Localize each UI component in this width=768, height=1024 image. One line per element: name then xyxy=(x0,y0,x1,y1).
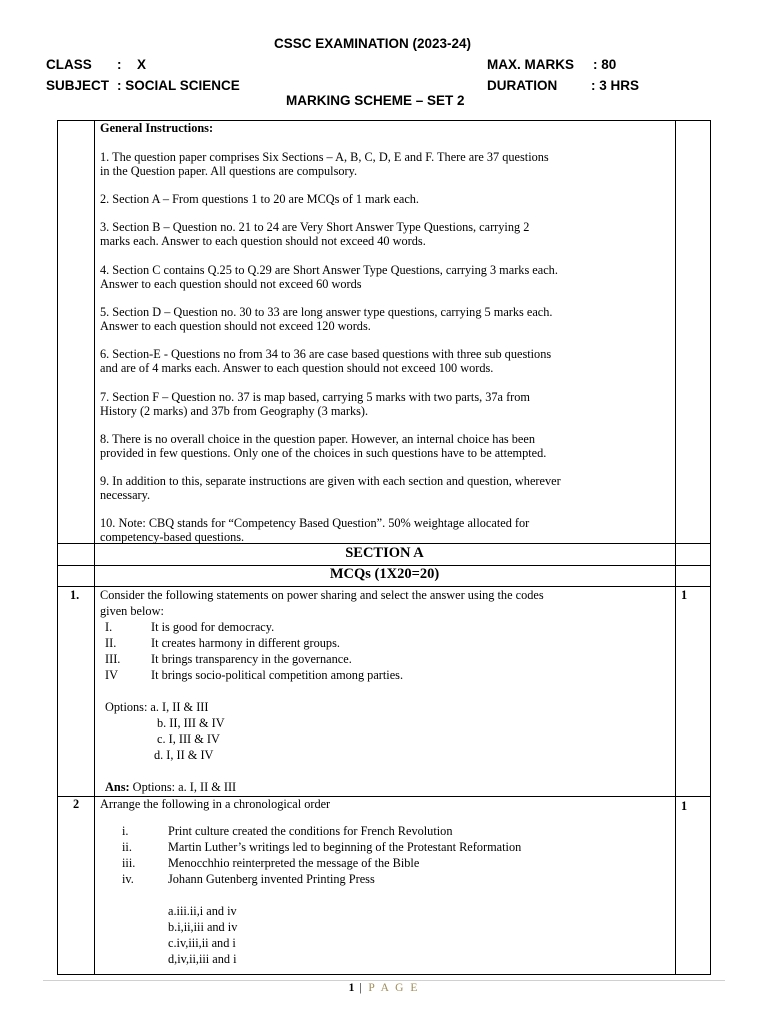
exam-title: CSSC EXAMINATION (2023-24) xyxy=(274,36,472,51)
table-rule xyxy=(675,120,676,975)
statement-text: It brings transparency in the governance. xyxy=(151,652,352,666)
statement-number: II. xyxy=(105,636,117,650)
page-number: 1 xyxy=(348,982,355,994)
option-item: c.iv,iii,ii and i xyxy=(168,936,236,950)
section-title: SECTION A xyxy=(345,545,424,561)
duration-value: : 3 HRS xyxy=(591,78,640,93)
class-separator: : xyxy=(117,57,122,72)
statement-number: III. xyxy=(105,652,121,666)
instruction-line: Answer to each question should not exceed 120 words. xyxy=(100,319,371,333)
event-number: ii. xyxy=(122,840,132,854)
table-rule xyxy=(710,120,711,975)
instruction-line: 4. Section C contains Q.25 to Q.29 are Short Answer Type Questions, carrying 3 marks each. xyxy=(100,263,558,277)
question-marks: 1 xyxy=(681,588,688,602)
question-stem: Consider the following statements on power sharing and select the answer using the codes xyxy=(100,588,544,602)
option-item: d. I, II & IV xyxy=(154,748,214,762)
answer-text: Options: a. I, II & III xyxy=(129,780,237,794)
instructions-heading: General Instructions: xyxy=(100,121,214,135)
instruction-line: History (2 marks) and 37b from Geography (3 marks). xyxy=(100,404,369,418)
statement-number: IV xyxy=(105,668,118,682)
option-item: d,iv,ii,iii and i xyxy=(168,952,237,966)
instruction-line: competency-based questions. xyxy=(100,530,245,544)
option-item: c. I, III & IV xyxy=(157,732,220,746)
question-number: 2 xyxy=(73,797,80,811)
event-number: iv. xyxy=(122,872,134,886)
instruction-line: Answer to each question should not exceed 60 words xyxy=(100,277,362,291)
event-text: Johann Gutenberg invented Printing Press xyxy=(168,872,375,886)
instruction-line: provided in few questions. Only one of the choices in such questions have to be attempted. xyxy=(100,446,547,460)
instruction-line: in the Question paper. All questions are compulsory. xyxy=(100,164,358,178)
question-number: 1. xyxy=(70,588,80,602)
instruction-line: and are of 4 marks each. Answer to each question should not exceed 100 words. xyxy=(100,361,494,375)
max-marks-value: : 80 xyxy=(593,57,617,72)
table-rule xyxy=(57,974,711,975)
instruction-line: marks each. Answer to each question should not exceed 40 words. xyxy=(100,234,426,248)
instruction-line: 10. Note: CBQ stands for “Competency Based Question”. 50% weightage allocated for xyxy=(100,516,530,530)
page-footer xyxy=(0,982,768,994)
option-item: Options: a. I, II & III xyxy=(105,700,209,714)
option-item: a.iii.ii,i and iv xyxy=(168,904,237,918)
instruction-line: 8. There is no overall choice in the question paper. However, an internal choice has been xyxy=(100,432,535,446)
event-number: iii. xyxy=(122,856,136,870)
class-label: CLASS xyxy=(46,57,92,72)
max-marks-label: MAX. MARKS xyxy=(487,57,574,72)
question-stem: given below: xyxy=(100,604,164,618)
event-number: i. xyxy=(122,824,129,838)
table-rule xyxy=(57,586,711,587)
instruction-line: 2. Section A – From questions 1 to 20 are MCQs of 1 mark each. xyxy=(100,192,419,206)
instruction-line: 7. Section F – Question no. 37 is map based, carrying 5 marks with two parts, 37a from xyxy=(100,390,530,404)
statement-number: I. xyxy=(105,620,113,634)
question-marks: 1 xyxy=(681,799,688,813)
answer-line xyxy=(105,780,236,794)
page-label: P A G E xyxy=(368,982,420,994)
instruction-line: 6. Section-E - Questions no from 34 to 36 are case based questions with three sub questions xyxy=(100,347,552,361)
page-separator: | xyxy=(354,982,369,994)
subject-label: SUBJECT xyxy=(46,78,110,93)
statement-text: It creates harmony in different groups. xyxy=(151,636,340,650)
duration-label: DURATION xyxy=(487,78,558,93)
instruction-line: 3. Section B – Question no. 21 to 24 are Very Short Answer Type Questions, carrying 2 xyxy=(100,220,530,234)
event-text: Menocchhio reinterpreted the message of the Bible xyxy=(168,856,420,870)
event-text: Martin Luther’s writings led to beginning of the Protestant Reformation xyxy=(168,840,522,854)
option-item: b.i,ii,iii and iv xyxy=(168,920,238,934)
question-stem: Arrange the following in a chronological order xyxy=(100,797,331,811)
footer-rule xyxy=(43,980,725,981)
table-rule xyxy=(57,120,58,975)
section-subtitle: MCQs (1X20=20) xyxy=(329,566,440,582)
answer-label: Ans: xyxy=(105,780,130,794)
subject-value: : SOCIAL SCIENCE xyxy=(117,78,240,93)
marking-scheme-title: MARKING SCHEME – SET 2 xyxy=(286,93,465,108)
instruction-line: 5. Section D – Question no. 30 to 33 are long answer type questions, carrying 5 marks each. xyxy=(100,305,553,319)
instruction-line: 1. The question paper comprises Six Sections – A, B, C, D, E and F. There are 37 questions xyxy=(100,150,549,164)
statement-text: It brings socio-political competition among parties. xyxy=(151,668,404,682)
instruction-line: necessary. xyxy=(100,488,151,502)
class-value: X xyxy=(137,57,147,72)
event-text: Print culture created the conditions for French Revolution xyxy=(168,824,453,838)
instruction-line: 9. In addition to this, separate instructions are given with each section and question, wherever xyxy=(100,474,561,488)
statement-text: It is good for democracy. xyxy=(151,620,275,634)
option-item: b. II, III & IV xyxy=(157,716,225,730)
